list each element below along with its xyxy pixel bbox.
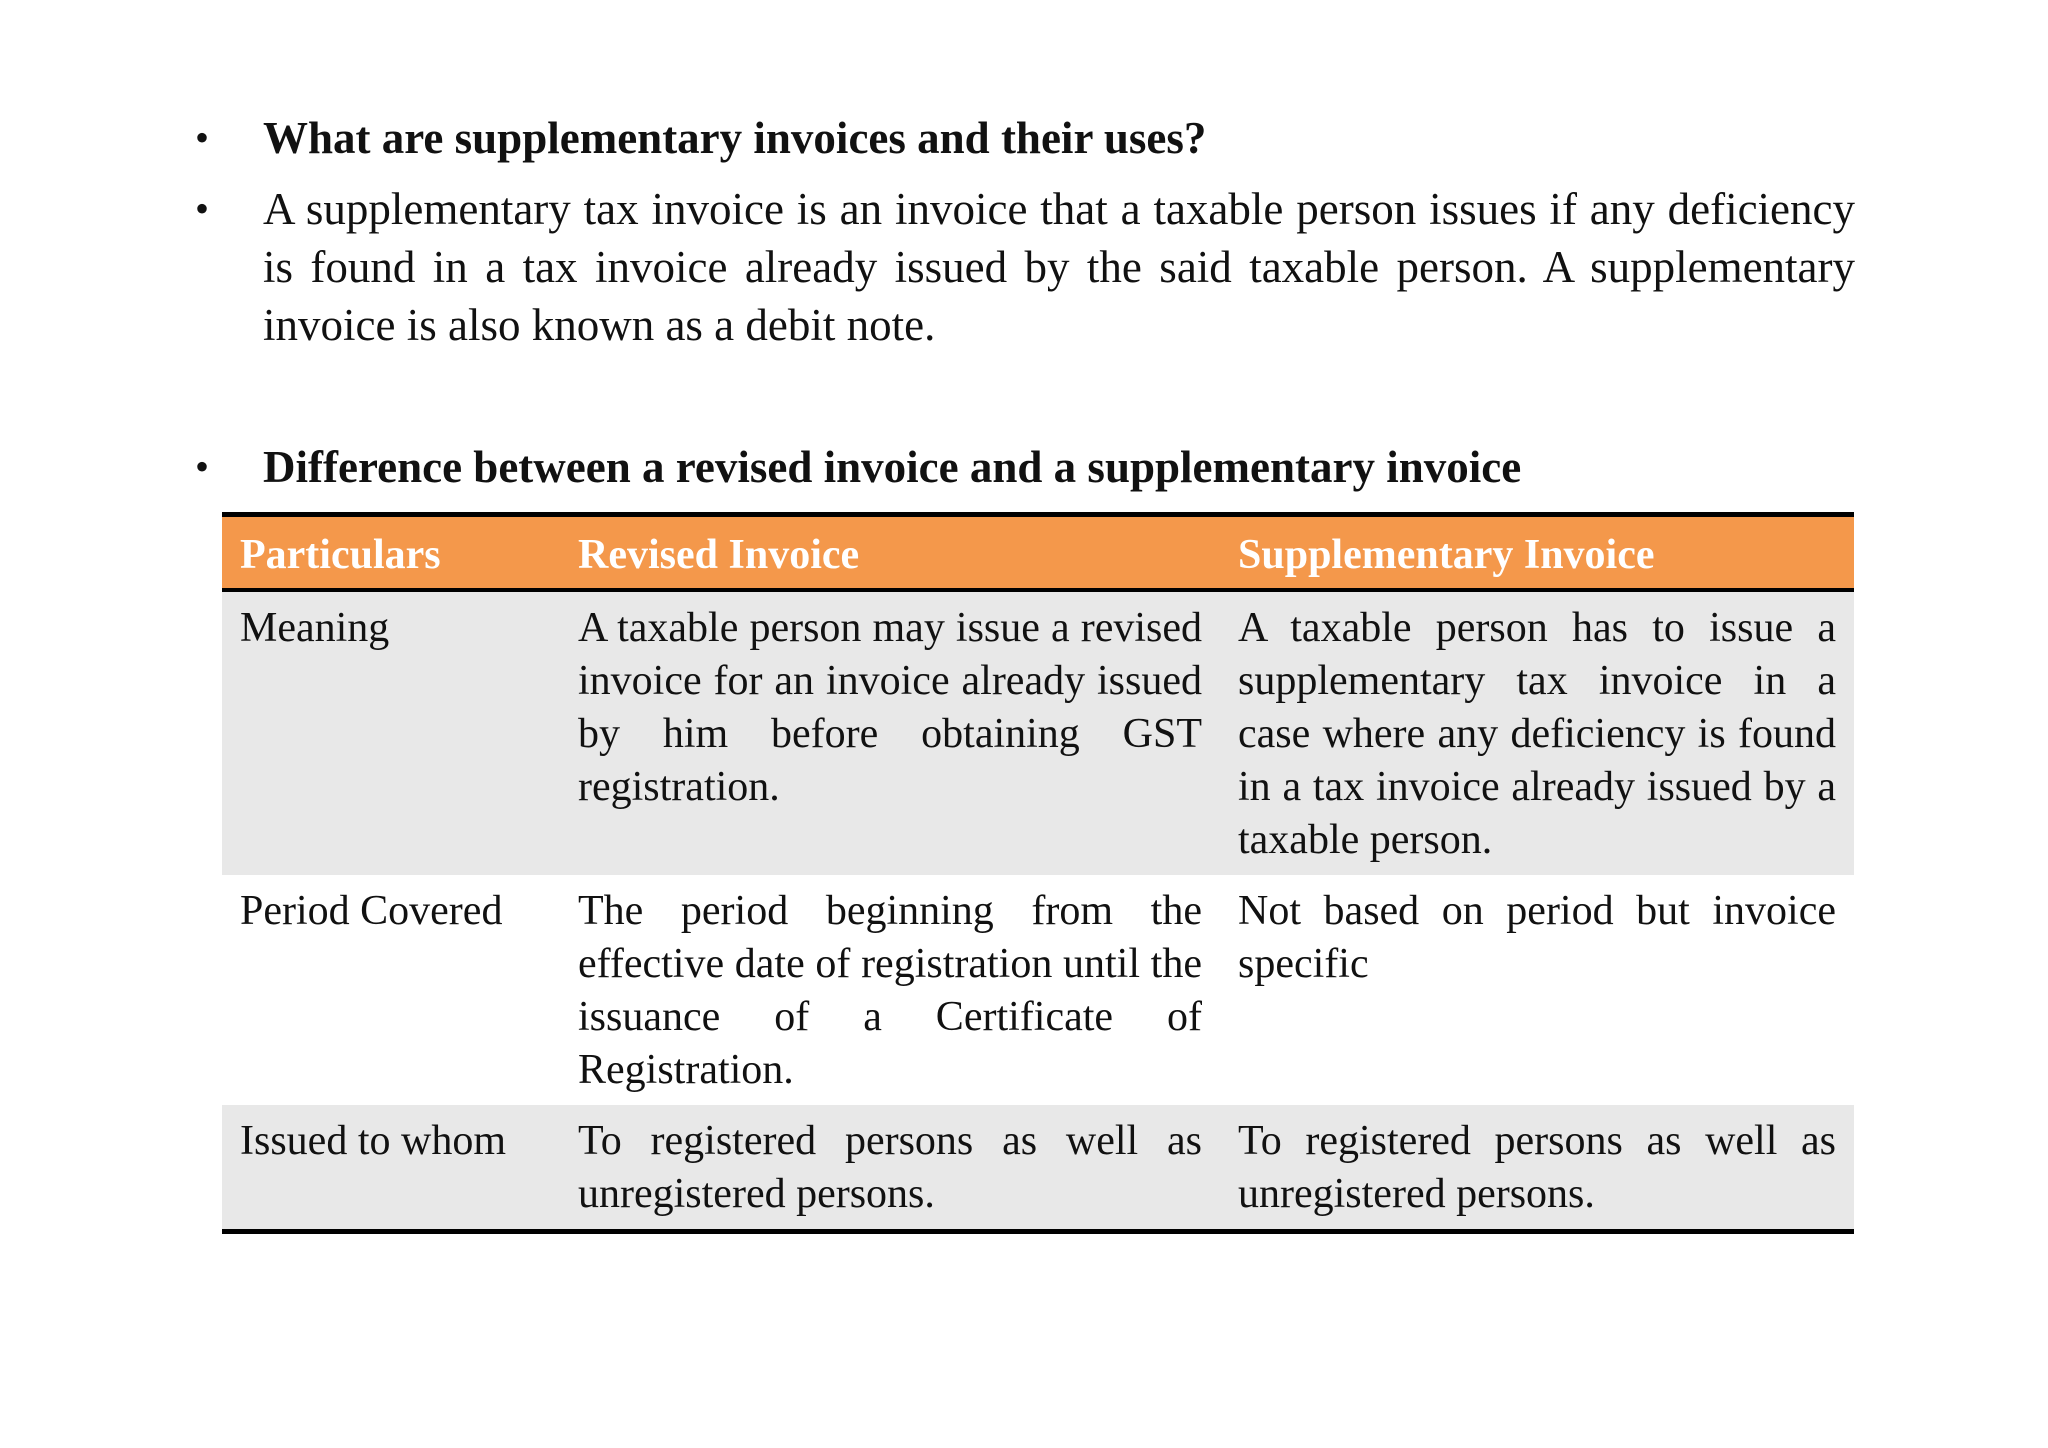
bullet-icon: • [195,444,210,489]
cell-particular: Issued to whom [222,1105,560,1232]
bullet-question-2 [195,438,1855,496]
question-heading-1: What are supplementary invoices and their uses? [263,113,1207,163]
answer-paragraph-1: A supplementary tax invoice is an invoice that a taxable person issues if any deficiency is found in a tax invoice already issued by the said taxable person. A supplementary invoice is also known as a debit note. [263,184,1855,350]
cell-particular: Meaning [222,590,560,875]
bullet-answer-1 [195,180,1855,354]
cell-revised: To registered persons as well as unregistered persons. [560,1105,1220,1232]
header-revised-invoice: Revised Invoice [560,515,1220,591]
table-header-row [222,515,1854,591]
bullet-icon: • [195,115,210,160]
table-row-issued-to-whom [222,1105,1854,1232]
question-heading-2: Difference between a revised invoice and a supplementary invoice [263,442,1522,492]
cell-supplementary: A taxable person has to issue a supplementary tax invoice in a case where any deficiency is found in a tax invoice already issued by a taxable person. [1220,590,1854,875]
bullet-icon: • [195,186,210,231]
cell-supplementary: To registered persons as well as unregistered persons. [1220,1105,1854,1232]
table-row-meaning [222,590,1854,875]
cell-supplementary: Not based on period but invoice specific [1220,875,1854,1105]
cell-revised: A taxable person may issue a revised invoice for an invoice already issued by him before obtaining GST registration. [560,590,1220,875]
header-particulars: Particulars [222,515,560,591]
cell-particular: Period Covered [222,875,560,1105]
comparison-table [222,512,1854,1234]
cell-revised: The period beginning from the effective date of registration until the issuance of a Certificate of Registration. [560,875,1220,1105]
table-row-period-covered [222,875,1854,1105]
bullet-question-1 [195,109,1855,167]
header-supplementary-invoice: Supplementary Invoice [1220,515,1854,591]
